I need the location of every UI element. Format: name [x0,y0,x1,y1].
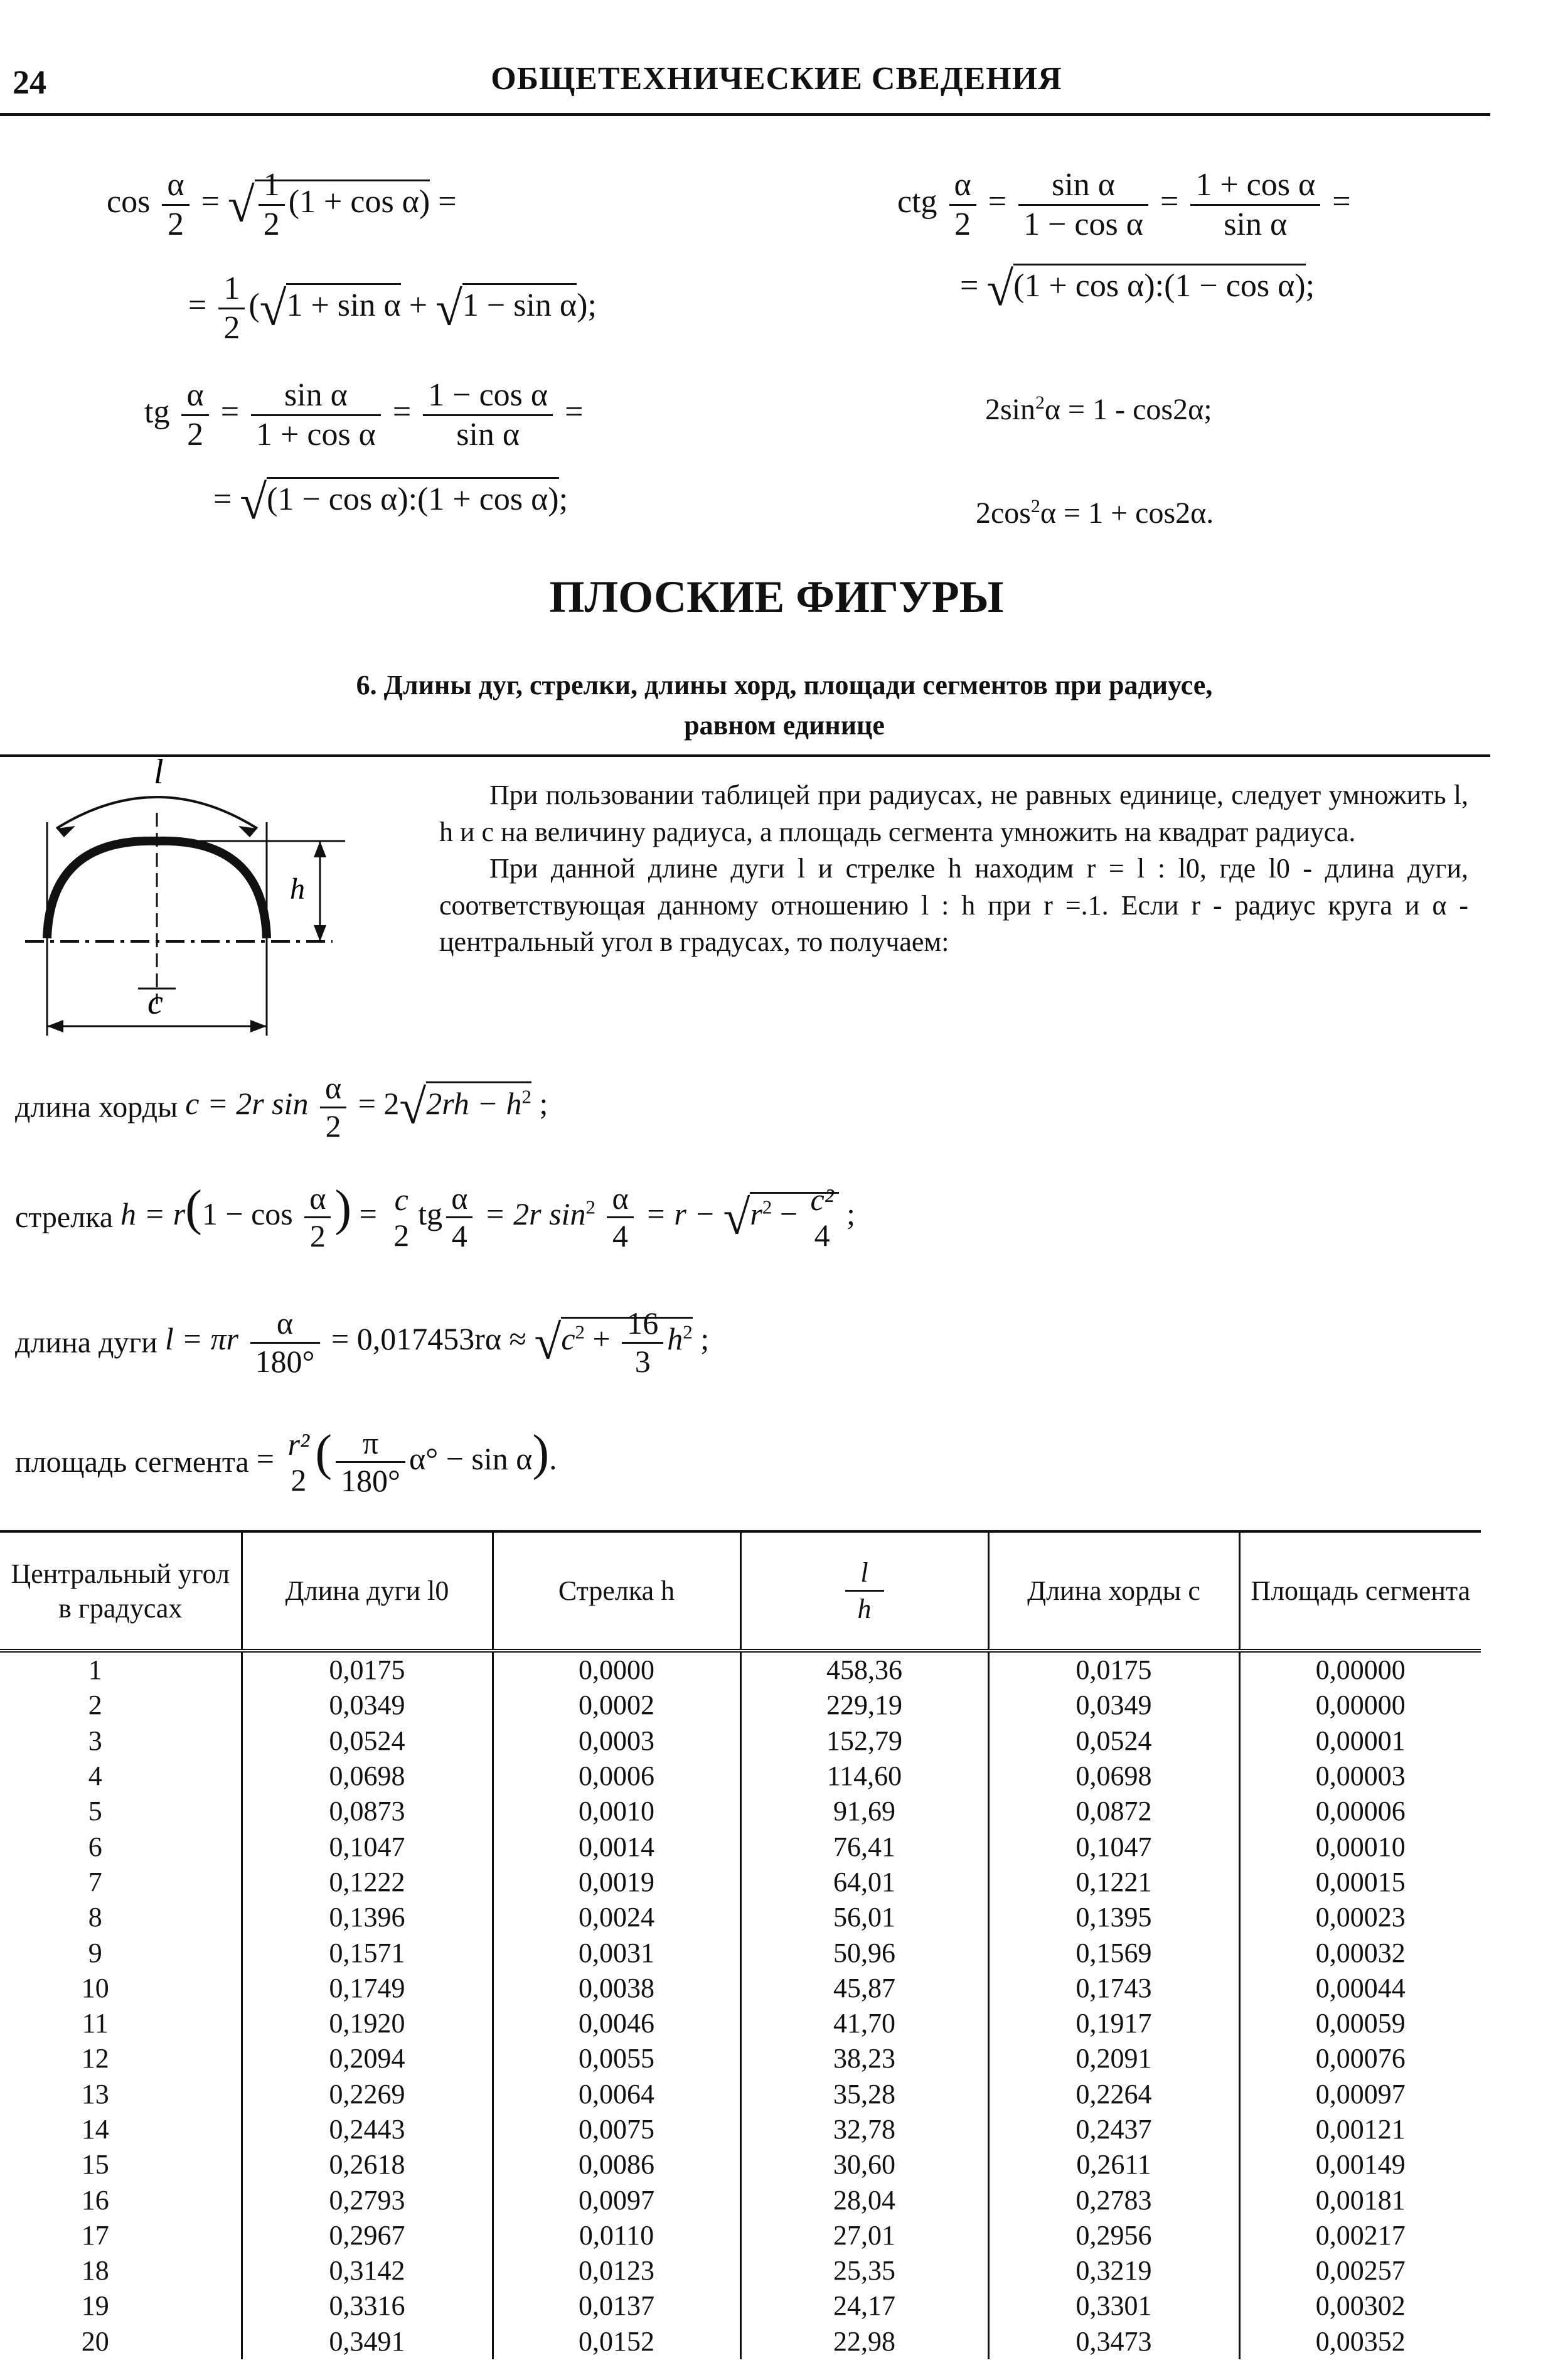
ratio-cell: 32,78 [740,2112,988,2147]
area-cell: 0,00003 [1239,1759,1481,1794]
arrow-cell: 0,0110 [493,2218,740,2253]
chord-cell: 0,1917 [988,2006,1239,2041]
table-row [0,2041,1481,2076]
chord-cell: 0,2264 [988,2077,1239,2112]
label-chord: c [147,983,163,1022]
formula-ctg-half-cont: = √(1 + cos α):(1 − cos α); [960,261,1315,316]
chord-cell: 0,1047 [988,1829,1239,1864]
arrow-head-chord-right [250,1020,267,1032]
table-row [0,1688,1481,1723]
table-row [0,2324,1481,2359]
formula-cos-square: $2\cos^2\alpha = 1 + \cos 2\alpha$. [976,496,1214,530]
angle-cell: 6 [88,1831,102,1862]
ratio-cell: 114,60 [740,1759,988,1794]
table-row [0,1935,1481,1970]
angle-cell: 18 [81,2255,109,2286]
area-cell: 0,00097 [1239,2077,1481,2112]
chord-cell: 0,2611 [988,2147,1239,2182]
angle-cell: 19 [81,2290,109,2322]
ratio-cell: 458,36 [740,1651,988,1688]
arrow-cell: 0,0024 [493,1900,740,1935]
paragraph-1: При пользовании таблицей при радиусах, не равных единице, следует умножить l, h и c на величину радиуса, а площадь сегмента умножить на квадрат радиуса. [439,780,1468,847]
header-angle: Центральный угол в градусах [0,1531,242,1651]
segment-diagram [19,753,370,1048]
arc-length-cell: 0,2793 [242,2182,493,2217]
table-row [0,2006,1481,2041]
label-arc-length: l [154,753,164,791]
angle-cell: 1 [88,1654,102,1686]
formula-segment-area: площадь сегмента = r² 2 ( $\frac{\pi}{180^\circ}$ α° − sin α). [15,1425,557,1499]
table-row [0,1759,1481,1794]
area-cell: 0,00044 [1239,1971,1481,2006]
paragraph-2: При данной длине дуги l и стрелке h находим r = l : l0, где l0 - длина дуги, соответствующая данному отношению l : h при r =.1. Если r - радиус круга и α - центральный угол в градусах, то получаем: [439,853,1468,958]
area-cell: 0,00352 [1239,2324,1481,2359]
arrow-cell: 0,0137 [493,2288,740,2324]
area-cell: 0,00015 [1239,1865,1481,1900]
formula-arc-length: длина дуги l = πr $\frac{\alpha}{180^\circ}$ = $0,017453r\alpha \approx √c^2$ + $\frac{16}{3}$ $h^2$ ; [15,1305,710,1379]
chord-cell: 0,1395 [988,1900,1239,1935]
angle-cell: 3 [88,1725,102,1756]
formula-cos-half: cos $\frac{\alpha}{2}$ = √ $\frac{1}{2}$ (1 + cos α) = [107,167,457,242]
arrow-cell: 0,0046 [493,2006,740,2041]
area-cell: 0,00121 [1239,2112,1481,2147]
angle-cell: 9 [88,1937,102,1968]
area-cell: 0,00217 [1239,2218,1481,2253]
arrow-cell: 0,0019 [493,1865,740,1900]
angle-cell: 20 [81,2325,109,2357]
angle-cell: 7 [88,1866,102,1897]
chord-cell: 0,2783 [988,2182,1239,2217]
arc-length-cell: 0,0873 [242,1794,493,1829]
ratio-cell: 38,23 [740,2041,988,2076]
angle-cell: 15 [81,2149,109,2180]
area-cell: 0,00181 [1239,2182,1481,2217]
ratio-cell: 41,70 [740,2006,988,2041]
area-cell: 0,00257 [1239,2253,1481,2288]
arrow-head-height-top [314,841,326,857]
formula-tg-half-cont: = √(1 − cos α):(1 + cos α); [213,474,568,529]
arc-length-cell: 0,0698 [242,1759,493,1794]
angle-cell: 2 [88,1690,102,1721]
ratio-cell: 50,96 [740,1935,988,1970]
area-cell: 0,00032 [1239,1935,1481,1970]
arc-length-cell: 0,3316 [242,2288,493,2324]
angle-cell: 13 [81,2078,109,2109]
angle-cell: 12 [81,2043,109,2074]
arrow-cell: 0,0097 [493,2182,740,2217]
area-cell: 0,00000 [1239,1651,1481,1688]
area-cell: 0,00001 [1239,1723,1481,1759]
area-cell: 0,00076 [1239,2041,1481,2076]
arrow-cell: 0,0038 [493,1971,740,2006]
arrow-cell: 0,0064 [493,2077,740,2112]
arc-length-cell: 0,2269 [242,2077,493,2112]
formula-tg-half: tg $\frac{\alpha}{2}$ = $\frac{\text{sin α}}{\text{1 + cos α}}$ = $\frac{\text{1 − cos α}}{\text{sin α}}$ = [144,377,584,453]
formula-chord-length: длина хорды c = 2r sin $\frac{\alpha}{2}$ = $2√2rh - h^2$ ; [15,1070,548,1144]
arc-length-cell: 0,2094 [242,2041,493,2076]
arrow-head-chord-left [47,1020,63,1032]
subsection-title: 6. Длины дуг, стрелки, длины хорд, площади сегментов при радиусе, равном единице [356,670,1213,741]
arrow-cell: 0,0010 [493,1794,740,1829]
chord-cell: 0,2091 [988,2041,1239,2076]
ratio-cell: 24,17 [740,2288,988,2324]
arc-length-cell: 0,1396 [242,1900,493,1935]
table-row [0,1971,1481,2006]
ratio-cell: 229,19 [740,1688,988,1723]
arc-length-cell: 0,1749 [242,1971,493,2006]
table-row [0,2182,1481,2217]
area-cell: 0,00000 [1239,1688,1481,1723]
area-cell: 0,00023 [1239,1900,1481,1935]
running-header: ОБЩЕТЕХНИЧЕСКИЕ СВЕДЕНИЯ [491,61,1062,97]
chord-cell: 0,0349 [988,1688,1239,1723]
area-cell: 0,00006 [1239,1794,1481,1829]
formula-arrow-height: стрелка h = r(1 − cos $\frac{\alpha}{2}$ ) = c 2 tg $\frac{\alpha}{4}$ = 2r $\sin^2$ $\frac{\alpha}{4}$ = $r - √r^2 - c^2$ 4 ; [15,1180,855,1254]
arc-length-cell: 0,1222 [242,1865,493,1900]
chord-cell: 0,1221 [988,1865,1239,1900]
table-header-row [0,1531,1481,1651]
header-arc-length: Длина дуги l0 [242,1531,493,1651]
ratio-cell: 45,87 [740,1971,988,2006]
header-chord: Длина хорды c [988,1531,1239,1651]
angle-cell: 4 [88,1761,102,1792]
arc-length-cell: 0,2443 [242,2112,493,2147]
arc-length-cell: 0,3142 [242,2253,493,2288]
arc-length-cell: 0,1047 [242,1829,493,1864]
table-row [0,1900,1481,1935]
arc-length-cell: 0,0175 [242,1651,493,1688]
angle-cell: 5 [88,1796,102,1827]
table-row [0,2288,1481,2324]
arc-chord-table [0,1530,1481,2359]
ratio-cell: 152,79 [740,1723,988,1759]
formula-cos-half-cont: = $\frac{1}{2}$ (√1 + sin α + √1 − sin α); [188,271,597,346]
arc-length-cell: 0,1920 [242,2006,493,2041]
ratio-cell: 22,98 [740,2324,988,2359]
chord-cell: 0,3219 [988,2253,1239,2288]
ratio-cell: 76,41 [740,1829,988,1864]
arrow-cell: 0,0002 [493,1688,740,1723]
angle-cell: 8 [88,1902,102,1933]
angle-cell: 10 [81,1972,109,2003]
area-cell: 0,00059 [1239,2006,1481,2041]
arrow-cell: 0,0075 [493,2112,740,2147]
angle-cell: 17 [81,2219,109,2251]
arrow-cell: 0,0031 [493,1935,740,1970]
header-arrow: Стрелка h [493,1531,740,1651]
area-cell: 0,00302 [1239,2288,1481,2324]
ratio-cell: 64,01 [740,1865,988,1900]
header-area: Площадь сегмента [1239,1531,1481,1651]
ratio-cell: 28,04 [740,2182,988,2217]
table-row [0,2112,1481,2147]
arrow-cell: 0,0123 [493,2253,740,2288]
table-row [0,2077,1481,2112]
table-row [0,1723,1481,1759]
table-row [0,1865,1481,1900]
ratio-cell: 35,28 [740,2077,988,2112]
section-title: ПЛОСКИЕ ФИГУРЫ [549,572,1004,622]
chord-cell: 0,2437 [988,2112,1239,2147]
header-rule [0,113,1490,116]
table-row [0,2147,1481,2182]
arc-length-cell: 0,3491 [242,2324,493,2359]
formula-sin-square: $2\sin^2\alpha = 1 - \cos 2\alpha$; [985,392,1212,426]
arc-length-cell: 0,1571 [242,1935,493,1970]
arrow-cell: 0,0014 [493,1829,740,1864]
formula-ctg-half: ctg $\frac{\alpha}{2}$ = $\frac{\text{sin α}}{\text{1 − cos α}}$ = $\frac{\text{1 + cos α}}{\text{sin α}}$ = [897,167,1351,242]
table-row [0,1829,1481,1864]
ratio-cell: 56,01 [740,1900,988,1935]
arc-length-cell: 0,0524 [242,1723,493,1759]
ratio-cell: 91,69 [740,1794,988,1829]
chord-cell: 0,2956 [988,2218,1239,2253]
arrow-cell: 0,0006 [493,1759,740,1794]
angle-cell: 11 [82,2008,109,2039]
chord-cell: 0,0872 [988,1794,1239,1829]
arrow-cell: 0,0000 [493,1651,740,1688]
chord-cell: 0,0524 [988,1723,1239,1759]
chord-cell: 0,0698 [988,1759,1239,1794]
table-row [0,2253,1481,2288]
arc-length-cell: 0,2967 [242,2218,493,2253]
page-number: 24 [13,63,46,101]
arc-length-cell: 0,0349 [242,1688,493,1723]
angle-cell: 14 [81,2114,109,2145]
area-cell: 0,00010 [1239,1829,1481,1864]
table-row [0,1651,1481,1688]
area-cell: 0,00149 [1239,2147,1481,2182]
chord-cell: 0,1743 [988,1971,1239,2006]
ratio-cell: 25,35 [740,2253,988,2288]
ratio-cell: 30,60 [740,2147,988,2182]
arrow-cell: 0,0086 [493,2147,740,2182]
usage-paragraph [439,777,1468,961]
arrow-head-height-bottom [314,925,326,941]
table-row [0,1794,1481,1829]
chord-cell: 0,3301 [988,2288,1239,2324]
angle-cell: 16 [81,2184,109,2216]
header-ratio: $\frac{l}{h}$ [740,1531,988,1651]
table-row [0,2218,1481,2253]
ratio-cell: 27,01 [740,2218,988,2253]
label-height: h [290,872,305,906]
chord-cell: 0,3473 [988,2324,1239,2359]
arrow-cell: 0,0003 [493,1723,740,1759]
chord-cell: 0,1569 [988,1935,1239,1970]
chord-cell: 0,0175 [988,1651,1239,1688]
arrow-cell: 0,0152 [493,2324,740,2359]
arc-length-cell: 0,2618 [242,2147,493,2182]
arrow-cell: 0,0055 [493,2041,740,2076]
